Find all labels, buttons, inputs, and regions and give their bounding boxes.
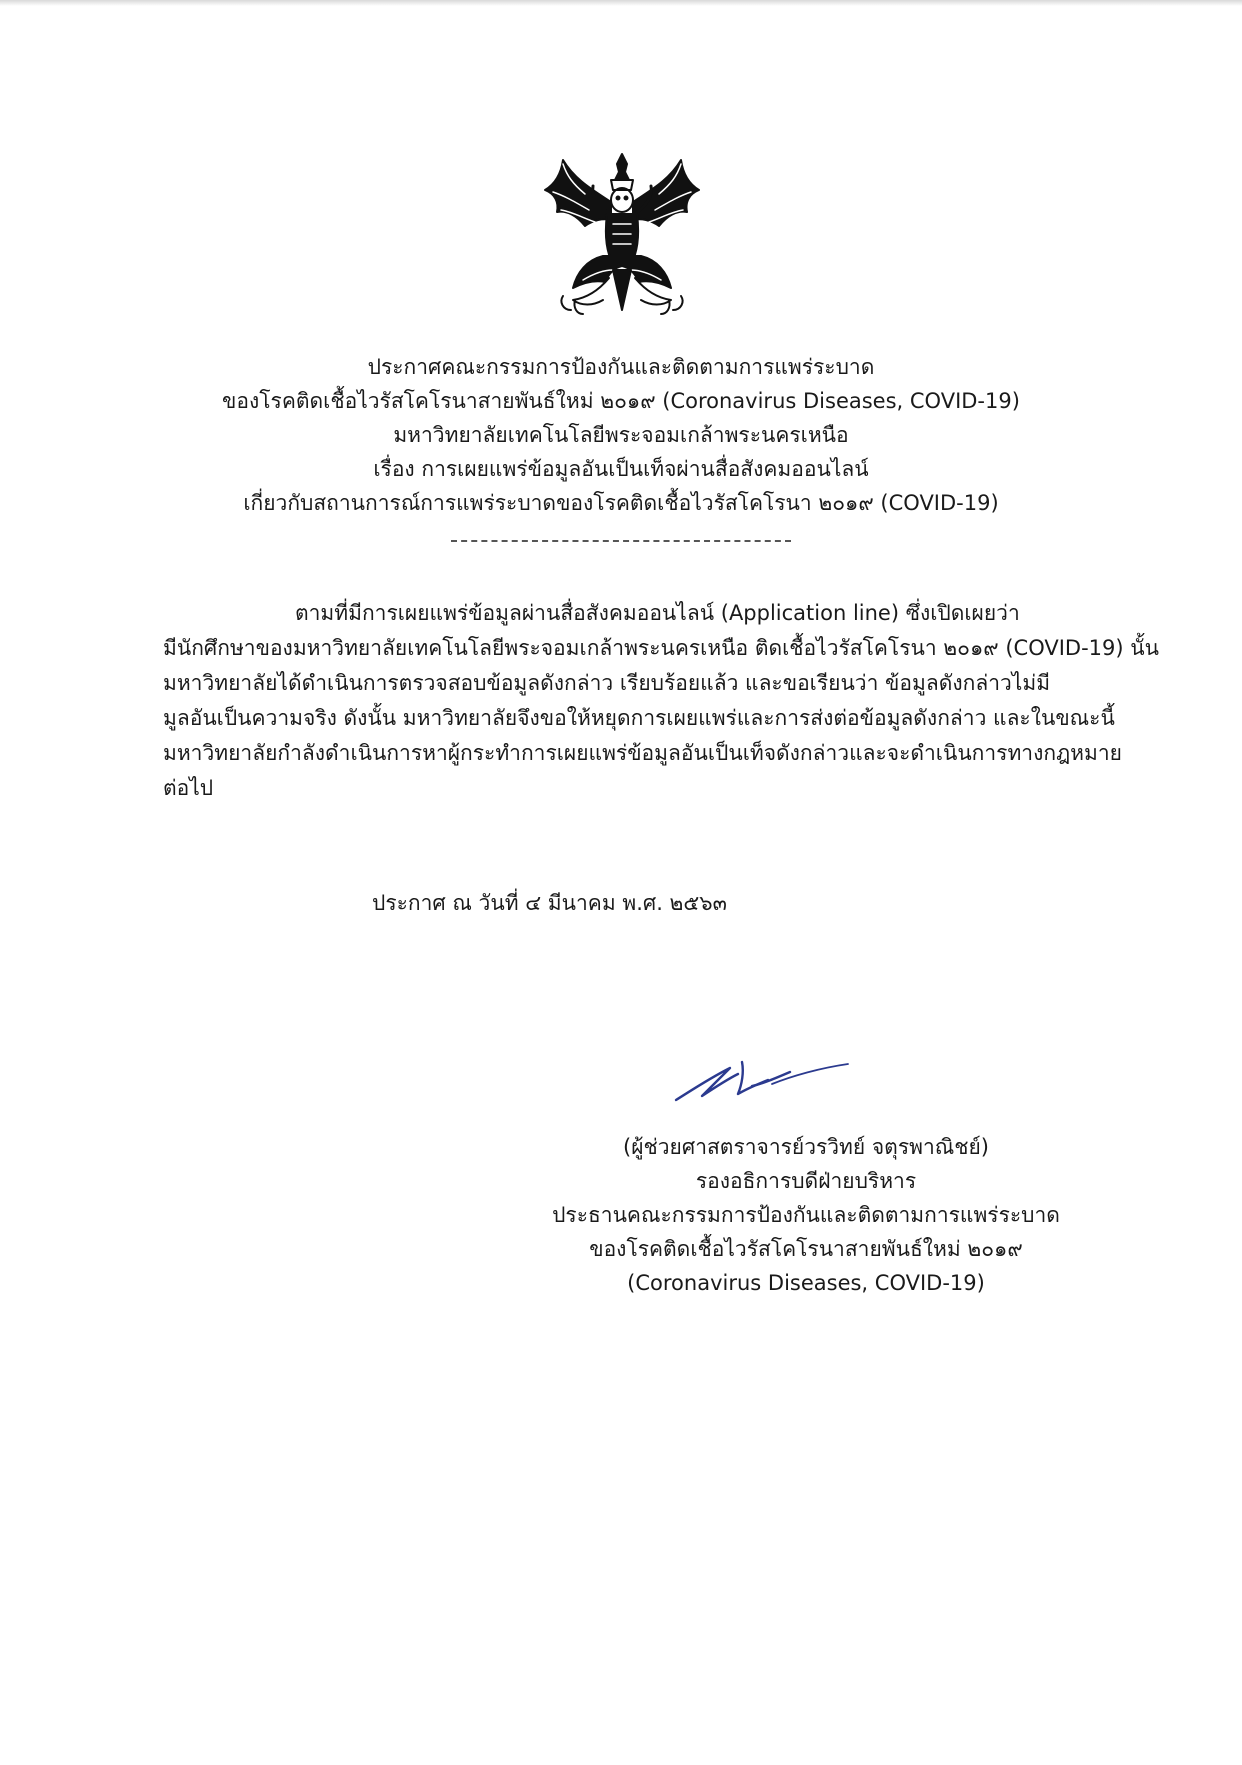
announcement-body xyxy=(163,596,1159,806)
body-line-3: มหาวิทยาลัยได้ดำเนินการตรวจสอบข้อมูลดังกล่าว เรียบร้อยแล้ว และขอเรียนว่า ข้อมูลดังกล่าวไม่มี xyxy=(163,671,1051,695)
signatory-role-line-3: (Coronavirus Diseases, COVID-19) xyxy=(627,1271,985,1295)
title-line-1: ประกาศคณะกรรมการป้องกันและติดตามการแพร่ระบาด xyxy=(367,355,875,379)
title-line-5: เกี่ยวกับสถานการณ์การแพร่ระบาดของโรคติดเชื้อไวรัสโคโรนา ๒๐๑๙ (COVID-19) xyxy=(243,491,999,515)
title-line-4: เรื่อง การเผยแพร่ข้อมูลอันเป็นเท็จผ่านสื่อสังคมออนไลน์ xyxy=(373,457,869,481)
body-line-4: มูลอันเป็นความจริง ดังนั้น มหาวิทยาลัยจึงขอให้หยุดการเผยแพร่และการส่งต่อข้อมูลดังกล่าว และในขณะนี้ xyxy=(163,706,1115,730)
signatory-role-line-2: ของโรคติดเชื้อไวรัสโคโรนาสายพันธ์ใหม่ ๒๐๑๙ xyxy=(589,1237,1023,1261)
body-line-1: ตามที่มีการเผยแพร่ข้อมูลผ่านสื่อสังคมออนไลน์ (Application line) ซึ่งเปิดเผยว่า xyxy=(295,601,1020,625)
body-line-6: ต่อไป xyxy=(163,776,214,800)
announcement-date: ประกาศ ณ วันที่ ๔ มีนาคม พ.ศ. ๒๕๖๓ xyxy=(372,891,727,915)
signatory-position: รองอธิการบดีฝ่ายบริหาร xyxy=(695,1169,917,1193)
separator-line xyxy=(451,540,791,542)
garuda-emblem-icon xyxy=(533,150,711,322)
body-line-2: มีนักศึกษาของมหาวิทยาลัยเทคโนโลยีพระจอมเกล้าพระนครเหนือ ติดเชื้อไวรัสโคโรนา ๒๐๑๙ (COVID-19) นั้น xyxy=(163,636,1159,660)
signatory-block xyxy=(526,1130,1086,1300)
signatory-role-line-1: ประธานคณะกรรมการป้องกันและติดตามการแพร่ระบาด xyxy=(552,1203,1060,1227)
announcement-title xyxy=(171,350,1071,520)
scan-edge xyxy=(0,0,1242,6)
handwritten-signature-icon xyxy=(672,1058,852,1104)
title-line-3: มหาวิทยาลัยเทคโนโลยีพระจอมเกล้าพระนครเหนือ xyxy=(393,423,849,447)
title-line-2: ของโรคติดเชื้อไวรัสโคโรนาสายพันธ์ใหม่ ๒๐๑๙ (Coronavirus Diseases, COVID-19) xyxy=(222,389,1020,413)
body-line-5: มหาวิทยาลัยกำลังดำเนินการหาผู้กระทำการเผยแพร่ข้อมูลอันเป็นเท็จดังกล่าวและจะดำเนินการทางกฎหมาย xyxy=(163,741,1122,765)
signatory-name: (ผู้ช่วยศาสตราจารย์วรวิทย์ จตุรพาณิชย์) xyxy=(623,1135,989,1159)
